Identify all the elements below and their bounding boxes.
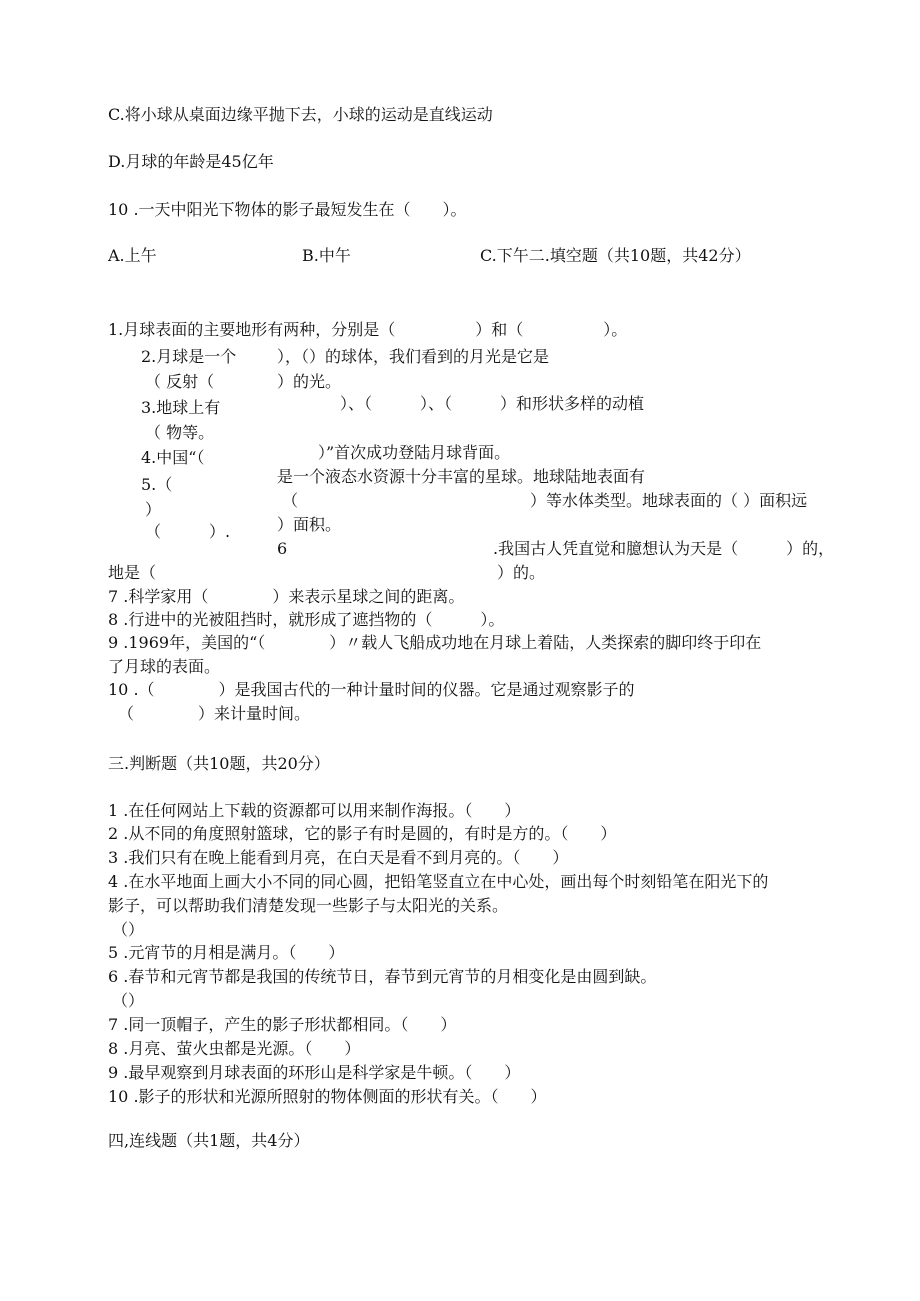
fill-4b: ）”首次成功登陆月球背面。 bbox=[318, 443, 511, 462]
fill-5g: ）面积。 bbox=[277, 515, 342, 534]
fill-3b: ）、（ ）、（ ）和形状多样的动植 bbox=[340, 394, 645, 413]
fill-5a: 5.（ bbox=[141, 475, 173, 494]
fill-4a: 4.中国“（ bbox=[141, 448, 205, 467]
option-b: B.中午 bbox=[302, 246, 351, 265]
fill-8: 8 .行进中的光被阻挡时，就形成了遮挡物的（ ）。 bbox=[108, 610, 505, 629]
judge-item: 2 .从不同的角度照射篮球，它的影子有时是圆的，有时是方的。（ ） bbox=[108, 824, 617, 843]
judge-item: （） bbox=[112, 991, 145, 1010]
option-d: D.月球的年龄是45亿年 bbox=[108, 152, 274, 171]
fill-9b: 了月球的表面。 bbox=[108, 657, 221, 676]
fill-2d: ）的光。 bbox=[277, 372, 342, 391]
fill-5e: ）等水体类型。地球表面的（ ）面积远 bbox=[530, 491, 808, 510]
fill-6b: .我国古人凭直觉和臆想认为天是（ ）的， bbox=[493, 539, 835, 558]
judge-item: 9 .最早观察到月球表面的环形山是科学家是牛顿。（ ） bbox=[108, 1063, 521, 1082]
judge-item: 3 .我们只有在晚上能看到月亮，在白天是看不到月亮的。（ ） bbox=[108, 848, 569, 867]
judge-item: 8 .月亮、萤火虫都是光源。（ ） bbox=[108, 1039, 361, 1058]
judge-item: 影子，可以帮助我们清楚发现一些影子与太阳光的关系。 bbox=[108, 896, 509, 915]
fill-10a: 10 .（ ）是我国古代的一种计量时间的仪器。它是通过观察影子的 bbox=[108, 680, 635, 699]
judge-item: 4 .在水平地面上画大小不同的同心圆，把铅笔竖直立在中心处，画出每个时刻铅笔在阳光下的 bbox=[108, 872, 769, 891]
fill-6a: 6 bbox=[277, 539, 288, 558]
judge-item: （） bbox=[112, 920, 145, 939]
question-10: 10 .一天中阳光下物体的影子最短发生在（ ）。 bbox=[108, 200, 467, 219]
section-3-title: 三.判断题（共10题，共20分） bbox=[108, 754, 330, 773]
fill-1: 1.月球表面的主要地形有两种，分别是（ ）和（ ）。 bbox=[108, 320, 628, 339]
section-4-title: 四,连线题（共1题，共4分） bbox=[108, 1131, 310, 1150]
fill-2c: （ 反射（ bbox=[145, 372, 215, 391]
fill-2b: ），（）的球体，我们看到的月光是它是 bbox=[277, 347, 550, 366]
fill-10b: （ ）来计量时间。 bbox=[118, 704, 311, 723]
fill-3c: （ 物等。 bbox=[145, 423, 215, 442]
judge-item: 6 .春节和元宵节都是我国的传统节日，春节到元宵节的月相变化是由圆到缺。 bbox=[108, 967, 657, 986]
fill-6d: ）的。 bbox=[497, 563, 546, 582]
fill-2a: 2.月球是一个 bbox=[141, 347, 237, 366]
option-c-section-title: C.下午二.填空题（共10题，共42分） bbox=[480, 246, 751, 265]
judge-item: 1 .在任何网站上下载的资源都可以用来制作海报。（ ） bbox=[108, 801, 521, 820]
option-c: C.将小球从桌面边缘平抛下去，小球的运动是直线运动 bbox=[108, 105, 493, 124]
option-a: A.上午 bbox=[108, 246, 157, 265]
fill-5c: ） bbox=[145, 500, 162, 519]
fill-6c: 地是（ bbox=[108, 563, 157, 582]
fill-3a: 3.地球上有 bbox=[141, 398, 221, 417]
judge-item: 7 .同一顶帽子，产生的影子形状都相同。（ ） bbox=[108, 1015, 457, 1034]
fill-7: 7 .科学家用（ ）来表示星球之间的距离。 bbox=[108, 587, 465, 606]
fill-5f: （ ）. bbox=[145, 522, 231, 541]
fill-9a: 9 .1969年，美国的“（ ）〃载人飞船成功地在月球上着陆，人类探索的脚印终于印在 bbox=[108, 633, 762, 652]
judge-item: 10 .影子的形状和光源所照射的物体侧面的形状有关。（ ） bbox=[108, 1087, 547, 1106]
fill-5d: （ bbox=[282, 491, 299, 510]
judge-item: 5 .元宵节的月相是满月。（ ） bbox=[108, 943, 345, 962]
fill-5b: 是一个液态水资源十分丰富的星球。地球陆地表面有 bbox=[277, 467, 646, 486]
